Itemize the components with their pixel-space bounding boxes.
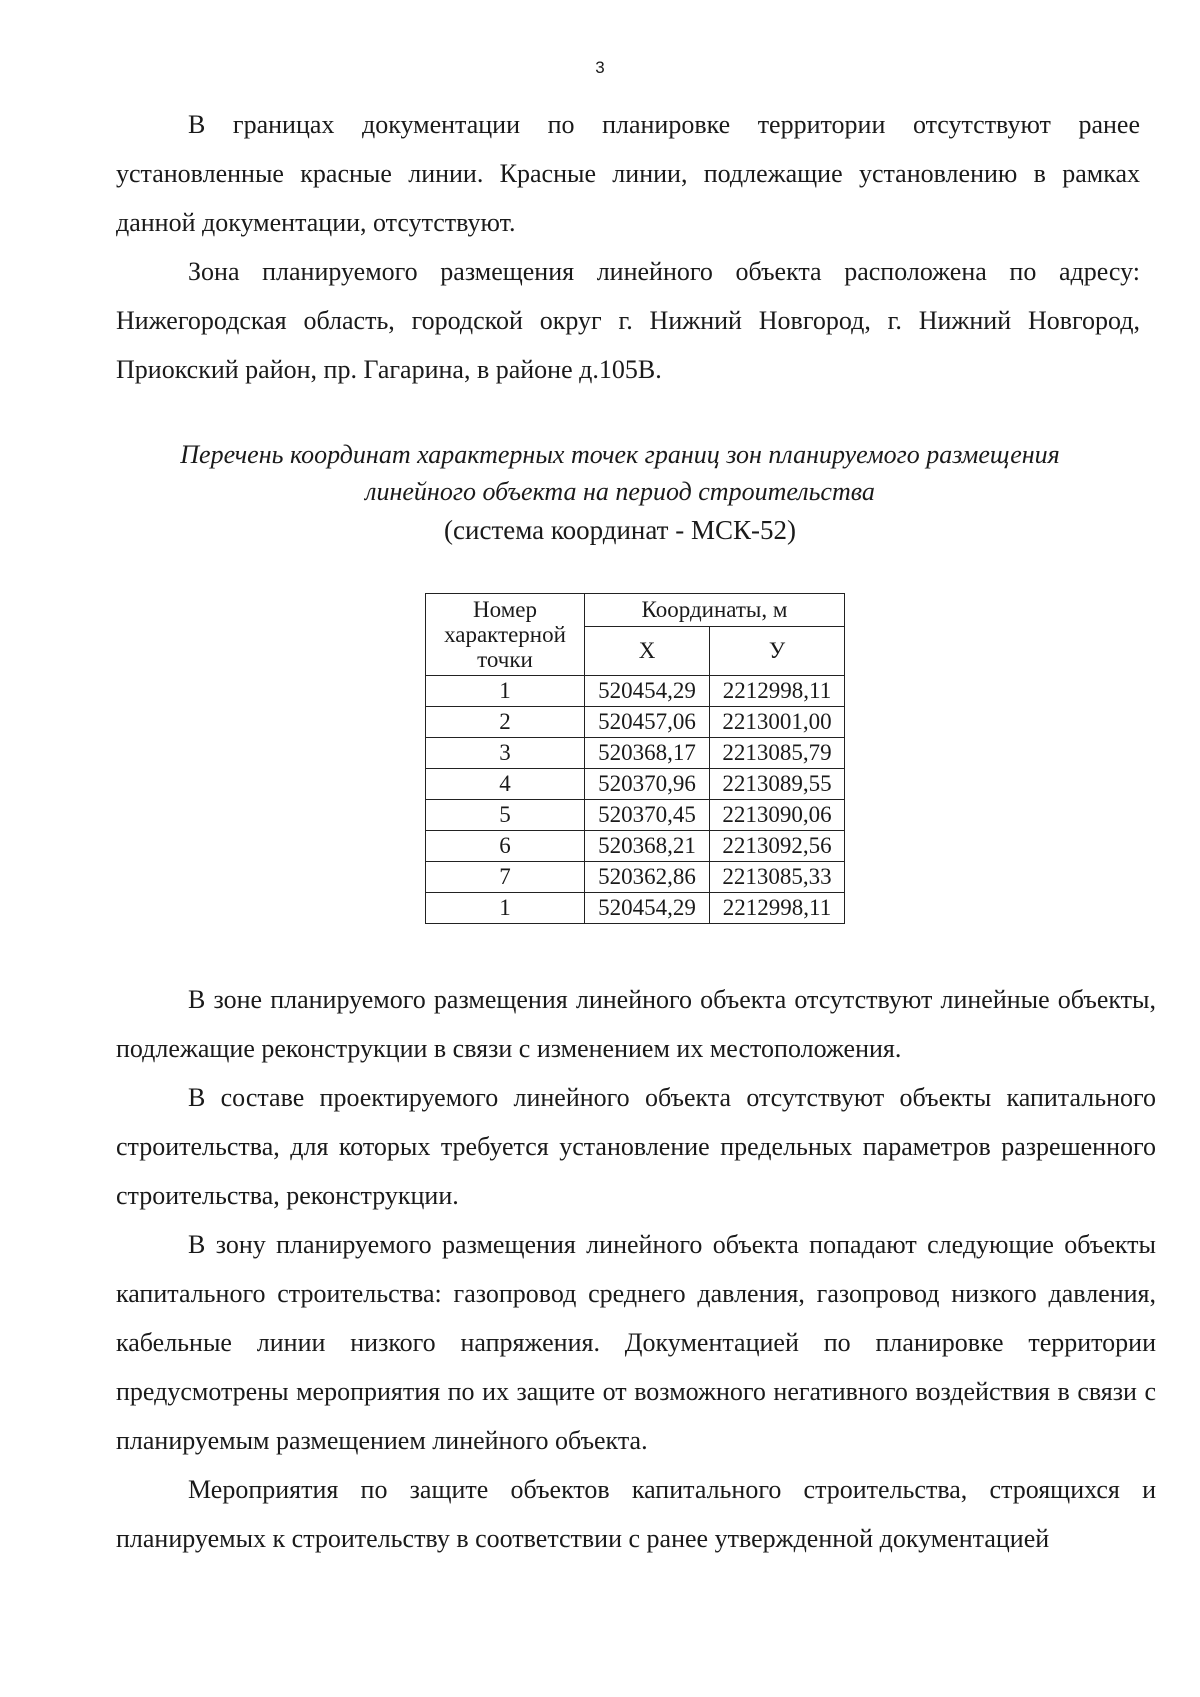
header-point-number: Номер характерной точки bbox=[426, 594, 585, 676]
coord-y: 2213090,06 bbox=[710, 800, 845, 831]
body-text bbox=[116, 975, 1156, 1563]
table-row bbox=[426, 738, 845, 769]
coord-x: 520370,96 bbox=[585, 769, 710, 800]
point-number: 6 bbox=[426, 831, 585, 862]
point-number: 1 bbox=[426, 893, 585, 924]
table-caption-line-1: Перечень координат характерных точек границ зон планируемого размещения bbox=[180, 440, 1060, 469]
coord-x: 520457,06 bbox=[585, 707, 710, 738]
table-caption bbox=[100, 436, 1140, 550]
coord-y: 2213092,56 bbox=[710, 831, 845, 862]
coord-y: 2213085,79 bbox=[710, 738, 845, 769]
coordinate-system-label: (система координат - МСК-52) bbox=[444, 515, 796, 545]
header-y: У bbox=[710, 627, 845, 676]
point-number: 1 bbox=[426, 676, 585, 707]
table-row bbox=[426, 862, 845, 893]
coord-y: 2212998,11 bbox=[710, 893, 845, 924]
point-number: 2 bbox=[426, 707, 585, 738]
intro-text bbox=[116, 100, 1140, 394]
table-row bbox=[426, 769, 845, 800]
table-row bbox=[426, 800, 845, 831]
header-x: X bbox=[585, 627, 710, 676]
table-row bbox=[426, 676, 845, 707]
paragraph-no-capital-objects: В составе проектируемого линейного объекта отсутствуют объекты капитального строительства, для которых требуется установление предельных параметров разрешенного строительства, реконструкции. bbox=[116, 1083, 1156, 1210]
coord-y: 2212998,11 bbox=[710, 676, 845, 707]
table-row bbox=[426, 831, 845, 862]
point-number: 3 bbox=[426, 738, 585, 769]
coord-y: 2213089,55 bbox=[710, 769, 845, 800]
coord-y: 2213001,00 bbox=[710, 707, 845, 738]
paragraph-address: Зона планируемого размещения линейного объекта расположена по адресу: Нижегородская область, городской округ г. Нижний Новгород, г. Нижний Новгород, Приокский район, пр. Гагарина, в районе д.105В. bbox=[116, 257, 1140, 384]
header-coordinates: Координаты, м bbox=[585, 594, 845, 627]
paragraph-affected-objects: В зону планируемого размещения линейного объекта попадают следующие объекты капитального строительства: газопровод среднего давления, газопровод низкого давления, кабельные линии низкого напряжения. Документацией по планировке территории предусмотрены мероприятия по их защите от возможного негативного воздействия в связи с планируемым размещением линейного объекта. bbox=[116, 1230, 1156, 1455]
paragraph-no-reconstruction: В зоне планируемого размещения линейного объекта отсутствуют линейные объекты, подлежащие реконструкции в связи с изменением их местоположения. bbox=[116, 985, 1156, 1063]
point-number: 4 bbox=[426, 769, 585, 800]
table-row bbox=[426, 707, 845, 738]
point-number: 7 bbox=[426, 862, 585, 893]
coord-x: 520454,29 bbox=[585, 893, 710, 924]
coord-x: 520370,45 bbox=[585, 800, 710, 831]
coordinates-table bbox=[425, 593, 845, 924]
coord-x: 520368,21 bbox=[585, 831, 710, 862]
table-caption-line-2: линейного объекта на период строительства bbox=[365, 477, 875, 506]
paragraph-protection-measures: Мероприятия по защите объектов капитального строительства, строящихся и планируемых к строительству в соответствии с ранее утвержденной документацией bbox=[116, 1475, 1156, 1553]
table-row bbox=[426, 893, 845, 924]
paragraph-red-lines: В границах документации по планировке территории отсутствуют ранее установленные красные линии. Красные линии, подлежащие установлению в рамках данной документации, отсутствуют. bbox=[116, 110, 1140, 237]
coord-x: 520362,86 bbox=[585, 862, 710, 893]
coord-x: 520454,29 bbox=[585, 676, 710, 707]
page-number: 3 bbox=[595, 58, 605, 77]
coord-y: 2213085,33 bbox=[710, 862, 845, 893]
point-number: 5 bbox=[426, 800, 585, 831]
coord-x: 520368,17 bbox=[585, 738, 710, 769]
